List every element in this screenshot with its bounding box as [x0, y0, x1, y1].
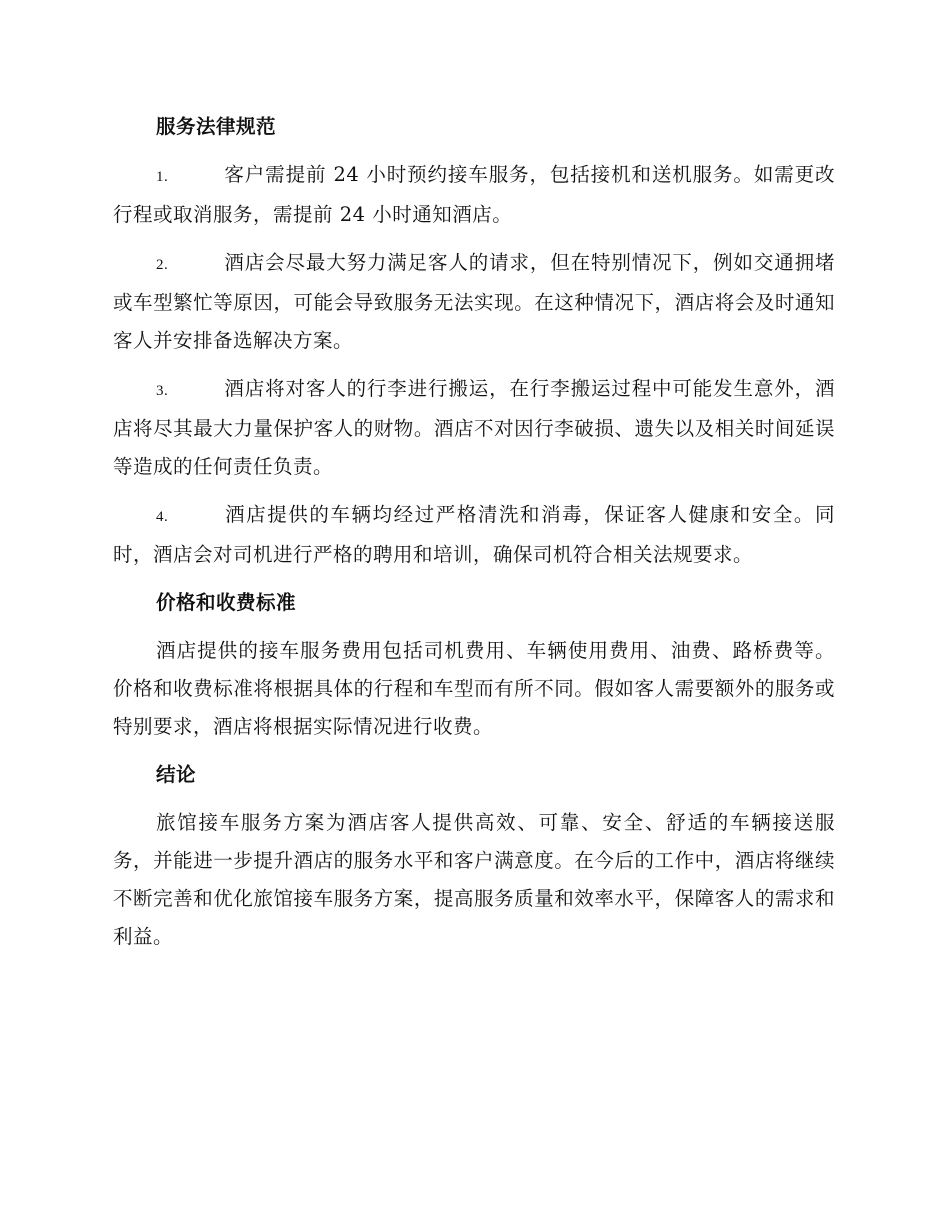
list-number: 3.	[156, 383, 169, 399]
list-number: 2.	[156, 257, 169, 273]
list-item-text: 酒店提供的车辆均经过严格清洗和消毒，保证客人健康和安全。同时，酒店会对司机进行严格的聘用和培训，确保司机符合相关法规要求。	[113, 503, 835, 566]
list-item-text: 酒店会尽最大努力满足客人的请求，但在特别情况下，例如交通拥堵或车型繁忙等原因，可能会导致服务无法实现。在这种情况下，酒店将会及时通知客人并安排备选解决方案。	[113, 251, 835, 352]
section-heading-pricing: 价格和收费标准	[156, 591, 297, 614]
list-number: 1.	[156, 169, 169, 185]
list-item-3	[113, 370, 835, 486]
list-item-4	[113, 496, 835, 574]
document-page	[113, 108, 835, 966]
list-item-text: 客户需提前 24 小时预约接车服务，包括接机和送机服务。如需更改行程或取消服务，需提前 24 小时通知酒店。	[113, 163, 835, 226]
section-heading-legal: 服务法律规范	[156, 115, 277, 138]
list-item-text: 酒店将对客人的行李进行搬运，在行李搬运过程中可能发生意外，酒店将尽其最大力量保护客人的财物。酒店不对因行李破损、遗失以及相关时间延误等造成的任何责任负责。	[113, 377, 835, 478]
conclusion-paragraph: 旅馆接车服务方案为酒店客人提供高效、可靠、安全、舒适的车辆接送服务，并能进一步提升酒店的服务水平和客户满意度。在今后的工作中，酒店将继续不断完善和优化旅馆接车服务方案，提高服务质量和效率水平，保障客人的需求和利益。	[113, 811, 835, 948]
list-number: 4.	[156, 509, 169, 525]
pricing-paragraph: 酒店提供的接车服务费用包括司机费用、车辆使用费用、油费、路桥费等。价格和收费标准将根据具体的行程和车型而有所不同。假如客人需要额外的服务或特别要求，酒店将根据实际情况进行收费。	[113, 639, 835, 738]
list-item-1	[113, 156, 835, 234]
section-heading-conclusion: 结论	[156, 763, 197, 786]
list-item-2	[113, 244, 835, 360]
